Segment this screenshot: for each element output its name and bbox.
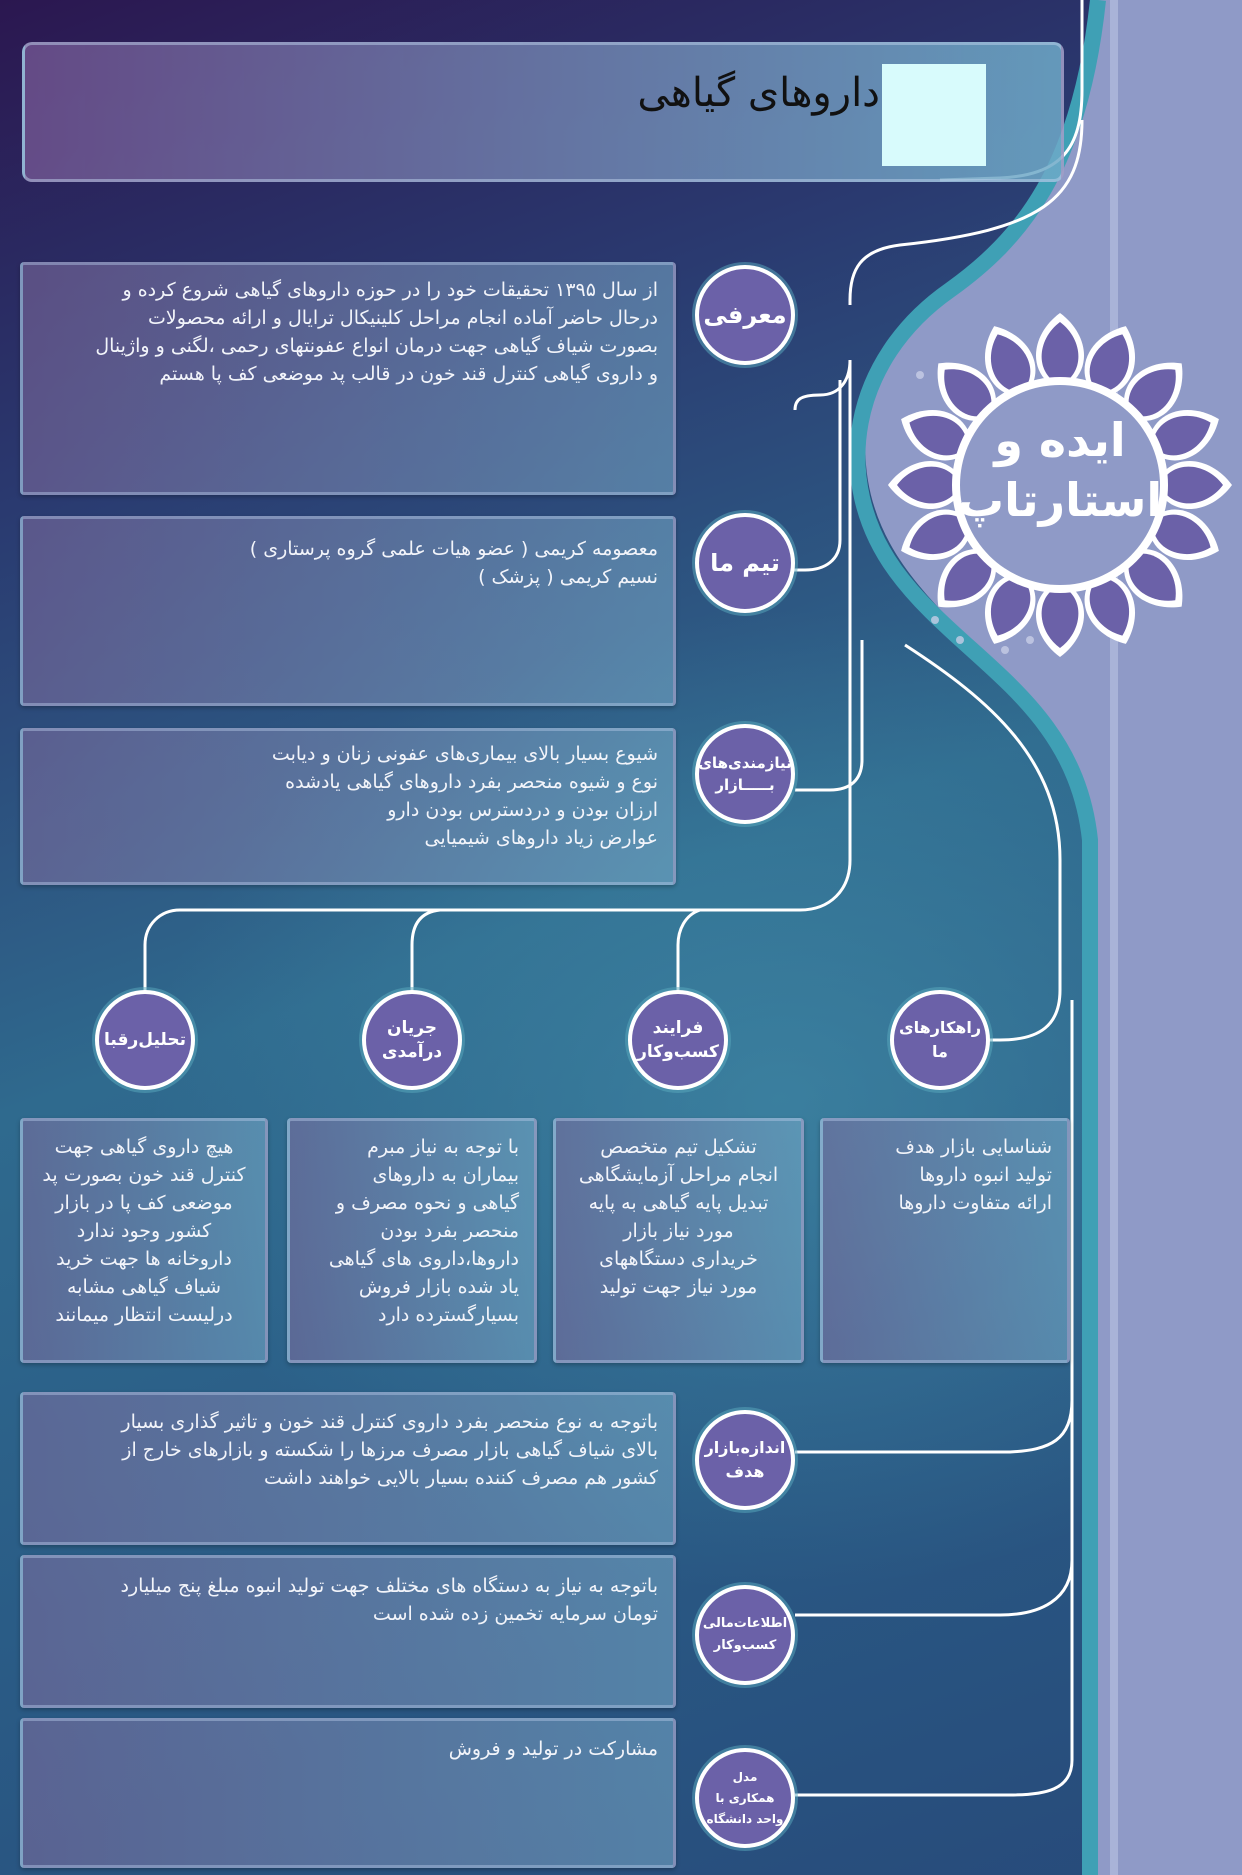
competitors-text: هیچ داروی گیاهی جهت کنترل قند خون بصورت پد موضعی کف پا در بازار کشور وجود ندارد داروخانه ها جهت خرید شیاف گیاهی مشابه درلیست انتظار میمانند: [42, 1136, 246, 1326]
team-badge: [695, 513, 795, 613]
target-connector: [795, 1400, 1072, 1452]
financial-connector: [795, 1400, 1072, 1615]
competitors-badge: [95, 990, 195, 1090]
title-square: [882, 64, 986, 166]
page-title: داروهای گیاهی: [637, 70, 880, 116]
process-text: تشکیل تیم متخصص انجام مراحل آزمایشگاهی تبدیل پایه گیاهی به پایه مورد نیاز بازار خریداری دستگاههای مورد نیاز جهت تولید: [578, 1136, 779, 1298]
intro-text: از سال ۱۳۹۵ تحقیقات خود را در حوزه داروهای گیاهی شروع کرده و درحال حاضر آماده انجام مراحل کلینیکال ترایال و ارائه محصولات بصورت شیاف گیاهی جهت درمان انواع عفونتهای رحمی ،لگنی و واژینال و داروی گیاهی کنترل قند خون در قالب پد موضعی کف پا هستم: [95, 279, 658, 385]
cooperation-text: مشارکت در تولید و فروش: [448, 1738, 658, 1760]
needs-connector: [795, 640, 862, 790]
financial-text: باتوجه به نیاز به دستگاه های مختلف جهت تولید انبوه مبلغ پنج میلیارد تومان سرمایه تخمین زده شده است: [120, 1575, 658, 1625]
process-badge: [628, 990, 728, 1090]
revenue-text: با توجه به نیاز مبرم بیماران به داروهای گیاهی و نحوه مصرف و منحصر بفرد بودن داروها،داروی های گیاهی یاد شده بازار فروش بسیارگسترده دارد: [328, 1136, 519, 1326]
financial-label: اطلاعات‌مالی کسب‌وکار: [702, 1616, 788, 1653]
cooperation-connector: [795, 1560, 1072, 1795]
team-text: معصومه کریمی ( عضو هیات علمی گروه پرستاری ) نسیم کریمی ( پزشک ): [249, 538, 658, 588]
competitors-label: تحلیل‌رقبا: [104, 1030, 186, 1050]
branch-revenue: [412, 910, 440, 995]
target-market-badge: [695, 1410, 795, 1510]
branch-process: [678, 910, 700, 995]
cooperation-badge: [695, 1748, 795, 1848]
market-needs-text: شیوع بسیار بالای بیماری‌های عفونی زنان و دیابت نوع و شیوه منحصر بفرد داروهای گیاهی یادشده ارزان بودن و دردسترس بودن دارو عوارض زیاد داروهای شیمیایی: [271, 743, 658, 849]
solutions-text: شناسایی بازار هدف تولید انبوه داروها ارائه متفاوت داروها: [895, 1136, 1052, 1214]
intro-badge: [695, 265, 795, 365]
intro-connector: [795, 360, 850, 410]
market-needs-label: نیازمندی‌های بـــــازار: [698, 754, 792, 794]
financial-badge: [695, 1585, 795, 1685]
target-market-text: باتوجه به نوع منحصر بفرد داروی کنترل قند خون و تاثیر گذاری بسیار بالای شیاف گیاهی بازار مصرف مرزها را شکسته و بازارهای خارج از کشور هم مصرف کننده بسیار بالایی خواهند داشت: [121, 1411, 658, 1489]
revenue-badge: [362, 990, 462, 1090]
cooperation-label: مدل همکاری با واحد دانشگاه: [706, 1769, 784, 1826]
revenue-label: جریان درآمدی: [381, 1018, 443, 1062]
intro-label: معرفی: [703, 301, 787, 329]
emblem-text: ایده و استارتاپ: [957, 413, 1163, 527]
target-market-label: اندازه‌بازار هدف: [704, 1438, 786, 1481]
process-label: فرایند کسب‌وکار: [637, 1018, 719, 1062]
team-connector: [790, 380, 840, 570]
solutions-badge: [890, 990, 990, 1090]
solutions-label: راهکارهای ما: [898, 1018, 982, 1061]
market-needs-badge: [695, 724, 795, 824]
team-label: تیم ما: [710, 549, 780, 577]
